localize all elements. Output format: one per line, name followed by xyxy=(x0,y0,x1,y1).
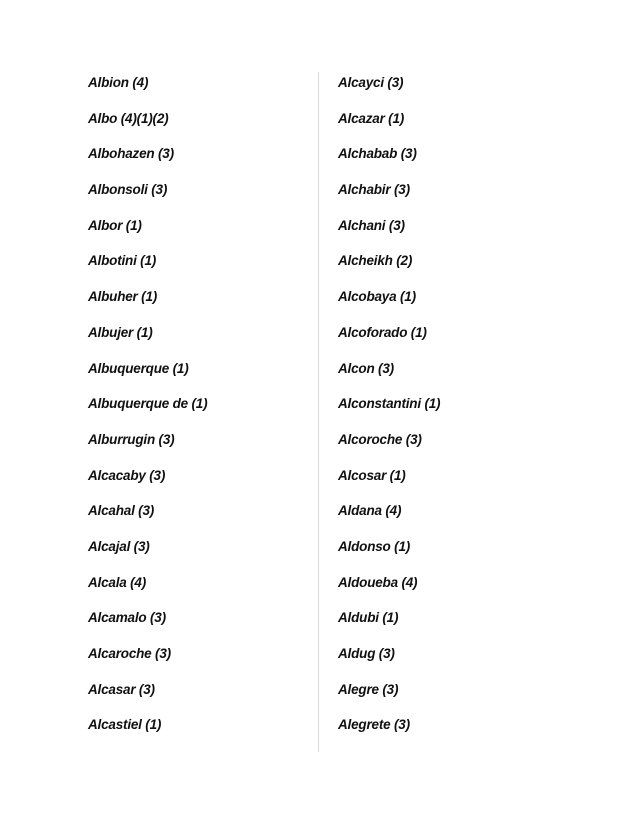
surname-entry: Alcazar (1) xyxy=(338,110,405,126)
surname-entry: Albion (4) xyxy=(88,75,149,90)
surname-entry: Alcoroche (3) xyxy=(338,431,422,447)
surname-entry: Alcamalo (3) xyxy=(88,610,166,626)
right-column xyxy=(338,72,568,750)
surname-entry: Albujer (1) xyxy=(88,324,153,340)
surname-entry: Albuquerque de (1) xyxy=(88,396,208,412)
surname-entry: Albor (1) xyxy=(88,217,142,233)
surname-entry: Aldoueba (4) xyxy=(338,574,418,590)
surname-entry: Alcheikh (2) xyxy=(338,253,413,269)
surname-entry: Alcoforado (1) xyxy=(338,324,427,340)
surname-entry: Alchabir (3) xyxy=(338,182,410,198)
surname-entry: Alburrugin (3) xyxy=(88,431,175,447)
surname-entry: Aldubi (1) xyxy=(338,610,399,626)
surname-entry: Albuquerque (1) xyxy=(88,360,189,376)
surname-entry: Aldonso (1) xyxy=(338,538,411,554)
surname-entry: Albotini (1) xyxy=(88,253,157,269)
surname-entry: Alcasar (3) xyxy=(88,681,155,697)
surname-entry: Alcobaya (1) xyxy=(338,289,416,305)
surname-entry: Albo (4)(1)(2) xyxy=(88,110,169,126)
surname-entry: Alcacaby (3) xyxy=(88,467,166,483)
surname-entry: Alcastiel (1) xyxy=(88,717,162,733)
surname-entry: Albonsoli (3) xyxy=(88,182,168,198)
surname-entry: Aldana (4) xyxy=(338,503,402,519)
surname-entry: Aldug (3) xyxy=(338,646,395,661)
left-column xyxy=(88,72,318,750)
column-divider xyxy=(318,72,319,752)
surname-entry: Albuher (1) xyxy=(88,289,158,305)
surname-entry: Alcajal (3) xyxy=(88,538,150,554)
surname-entry: Alcon (3) xyxy=(338,360,394,376)
surname-entry: Alchani (3) xyxy=(338,217,405,233)
surname-entry: Alegrete (3) xyxy=(338,717,410,733)
surname-entry: Alcala (4) xyxy=(88,574,147,590)
surname-entry: Alcahal (3) xyxy=(88,503,155,519)
surname-entry: Alcosar (1) xyxy=(338,467,406,483)
surname-entry: Alconstantini (1) xyxy=(338,396,441,412)
surname-entry: Alegre (3) xyxy=(338,681,399,697)
surname-entry: Alchabab (3) xyxy=(338,146,417,162)
surname-entry: Alcayci (3) xyxy=(338,75,404,90)
surname-entry: Alcaroche (3) xyxy=(88,646,171,661)
surname-entry: Albohazen (3) xyxy=(88,146,174,162)
